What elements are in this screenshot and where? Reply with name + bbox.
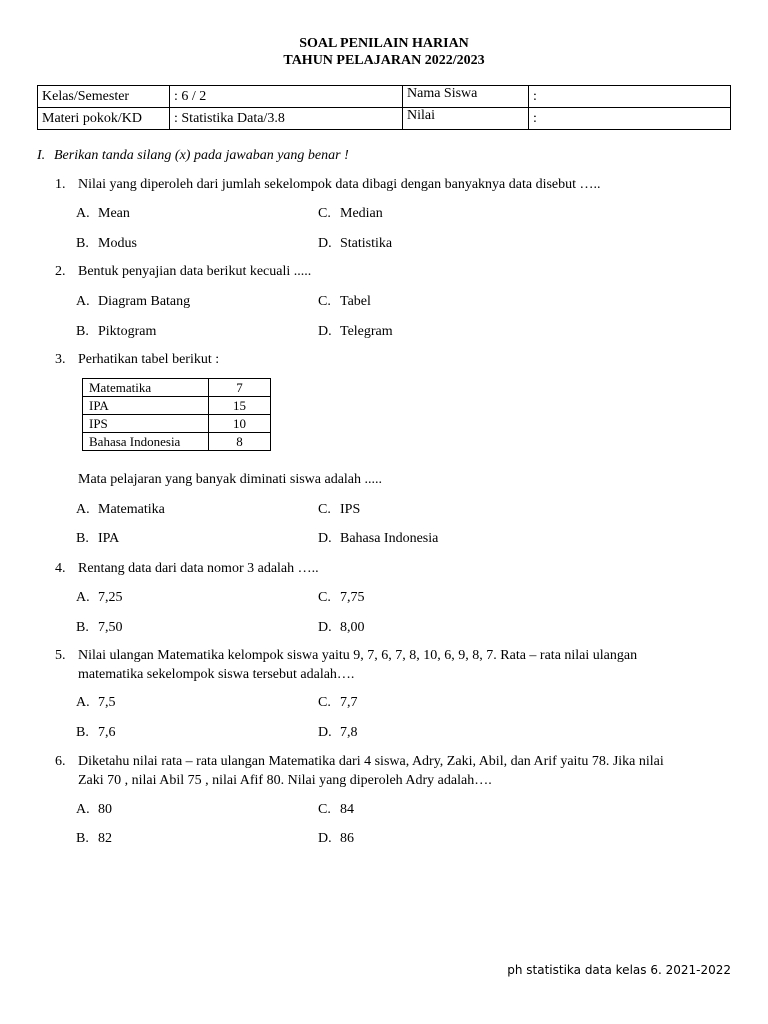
option-letter: A. (76, 294, 90, 309)
question-text-line2: Zaki 70 , nilai Abil 75 , nilai Afif 80. Nilai yang diperoleh Adry adalah…. (78, 773, 492, 788)
question-text-line1: Diketahu nilai rata – rata ulangan Matematika dari 4 siswa, Adry, Zaki, Abil, dan Arif yaitu 78. Jika nilai (78, 754, 664, 769)
option-letter: C. (318, 294, 331, 309)
subject-value: : Statistika Data/3.8 (170, 108, 403, 130)
table-row (83, 433, 271, 451)
score-label: Nilai (403, 108, 529, 130)
option-text: Piktogram (98, 324, 157, 339)
option-text: IPA (98, 531, 120, 546)
option-text: 7,25 (98, 590, 123, 605)
question-text-line2: matematika sekelompok siswa tersebut adalah…. (78, 667, 355, 682)
question-number: 5. (55, 648, 66, 663)
table-cell-subject: Matematika (83, 379, 209, 397)
option-letter: A. (76, 206, 90, 221)
question-text-line1: Nilai ulangan Matematika kelompok siswa yaitu 9, 7, 6, 7, 8, 10, 6, 9, 8, 7. Rata – rata nilai ulangan (78, 648, 638, 663)
question-3 (55, 350, 735, 369)
info-row (38, 86, 731, 108)
option-text: Telegram (340, 324, 393, 339)
option-text: 8,00 (340, 620, 365, 635)
q3-option-a[interactable] (76, 501, 165, 519)
student-info-table (37, 85, 731, 130)
question-number: 1. (55, 177, 66, 192)
option-letter: B. (76, 831, 89, 846)
option-letter: D. (318, 831, 332, 846)
q2-option-d[interactable] (318, 323, 393, 341)
option-letter: B. (76, 531, 89, 546)
option-text: Modus (98, 236, 137, 251)
table-cell-value: 7 (209, 379, 271, 397)
option-text: IPS (340, 502, 361, 517)
table-cell-value: 8 (209, 433, 271, 451)
option-letter: A. (76, 695, 90, 710)
q6-option-b[interactable] (76, 830, 112, 848)
section-number: I. (37, 148, 46, 163)
q5-option-b[interactable] (76, 724, 116, 742)
q4-option-d[interactable] (318, 619, 365, 637)
q5-option-a[interactable] (76, 694, 116, 712)
option-letter: B. (76, 725, 89, 740)
option-text: 7,75 (340, 590, 365, 605)
page-footer: ph statistika data kelas 6. 2021-2022 (507, 963, 731, 977)
option-text: 80 (98, 802, 112, 817)
question-text: Bentuk penyajian data berikut kecuali ..... (78, 264, 312, 279)
page-title: SOAL PENILAIN HARIAN (299, 36, 469, 51)
q6-option-a[interactable] (76, 801, 112, 819)
question-number: 3. (55, 352, 66, 367)
q3-option-b[interactable] (76, 530, 119, 548)
page-subtitle: TAHUN PELAJARAN 2022/2023 (283, 53, 485, 68)
subject-interest-table (82, 378, 271, 451)
option-text: 7,50 (98, 620, 123, 635)
option-text: 7,8 (340, 725, 358, 740)
question-text: Perhatikan tabel berikut : (78, 352, 220, 367)
question-number: 6. (55, 754, 66, 769)
option-letter: D. (318, 236, 332, 251)
question-number: 2. (55, 264, 66, 279)
option-text: Median (340, 206, 383, 221)
table-cell-subject: Bahasa Indonesia (83, 433, 209, 451)
info-row (38, 108, 731, 130)
option-letter: C. (318, 206, 331, 221)
option-letter: D. (318, 620, 332, 635)
table-cell-value: 10 (209, 415, 271, 433)
question-number: 4. (55, 561, 66, 576)
q3-option-d[interactable] (318, 530, 438, 548)
option-text: Diagram Batang (98, 294, 191, 309)
option-text: Matematika (98, 502, 165, 517)
table-cell-subject: IPA (83, 397, 209, 415)
option-text: 7,6 (98, 725, 116, 740)
q4-option-c[interactable] (318, 589, 365, 607)
option-text: 7,5 (98, 695, 116, 710)
table-row (83, 379, 271, 397)
student-name-label: Nama Siswa (403, 86, 529, 108)
q2-option-b[interactable] (76, 323, 156, 341)
subject-label: Materi pokok/KD (38, 108, 170, 130)
score-field[interactable]: : (529, 108, 731, 130)
question-6 (55, 752, 735, 790)
table-row (83, 415, 271, 433)
q1-option-b[interactable] (76, 235, 137, 253)
q3-option-c[interactable] (318, 501, 360, 519)
question-2 (55, 262, 735, 281)
section-instruction-text: Berikan tanda silang (x) pada jawaban yang benar ! (54, 148, 349, 163)
option-text: 86 (340, 831, 354, 846)
option-letter: A. (76, 502, 90, 517)
option-letter: D. (318, 531, 332, 546)
option-letter: D. (318, 324, 332, 339)
option-text: 7,7 (340, 695, 358, 710)
question-1 (55, 175, 735, 194)
option-letter: B. (76, 324, 89, 339)
option-text: Tabel (340, 294, 371, 309)
option-letter: C. (318, 695, 331, 710)
option-text: 84 (340, 802, 354, 817)
q1-option-c[interactable] (318, 205, 383, 223)
option-text: Bahasa Indonesia (340, 531, 439, 546)
question-4 (55, 559, 735, 578)
question-text: Nilai yang diperoleh dari jumlah sekelompok data dibagi dengan banyaknya data disebut ….. (78, 177, 601, 192)
q2-option-a[interactable] (76, 293, 190, 311)
option-text: Statistika (340, 236, 393, 251)
question-followup-text: Mata pelajaran yang banyak diminati siswa adalah ..... (78, 472, 383, 487)
option-letter: C. (318, 802, 331, 817)
option-letter: B. (76, 620, 89, 635)
option-letter: A. (76, 590, 90, 605)
section-instruction (37, 148, 349, 164)
q4-option-a[interactable] (76, 589, 123, 607)
q5-option-c[interactable] (318, 694, 358, 712)
option-letter: A. (76, 802, 90, 817)
q6-option-c[interactable] (318, 801, 354, 819)
option-letter: D. (318, 725, 332, 740)
q2-option-c[interactable] (318, 293, 371, 311)
option-text: 82 (98, 831, 112, 846)
question-3-followup (78, 470, 758, 489)
q4-option-b[interactable] (76, 619, 123, 637)
question-5 (55, 646, 735, 684)
option-letter: C. (318, 502, 331, 517)
student-name-field[interactable]: : (529, 86, 731, 108)
option-text: Mean (98, 206, 130, 221)
q1-option-a[interactable] (76, 205, 130, 223)
table-cell-value: 15 (209, 397, 271, 415)
question-text: Rentang data dari data nomor 3 adalah ….. (78, 561, 319, 576)
option-letter: B. (76, 236, 89, 251)
table-row (83, 397, 271, 415)
class-semester-value: : 6 / 2 (170, 86, 403, 108)
q6-option-d[interactable] (318, 830, 354, 848)
option-letter: C. (318, 590, 331, 605)
table-cell-subject: IPS (83, 415, 209, 433)
class-semester-label: Kelas/Semester (38, 86, 170, 108)
q5-option-d[interactable] (318, 724, 358, 742)
q1-option-d[interactable] (318, 235, 392, 253)
